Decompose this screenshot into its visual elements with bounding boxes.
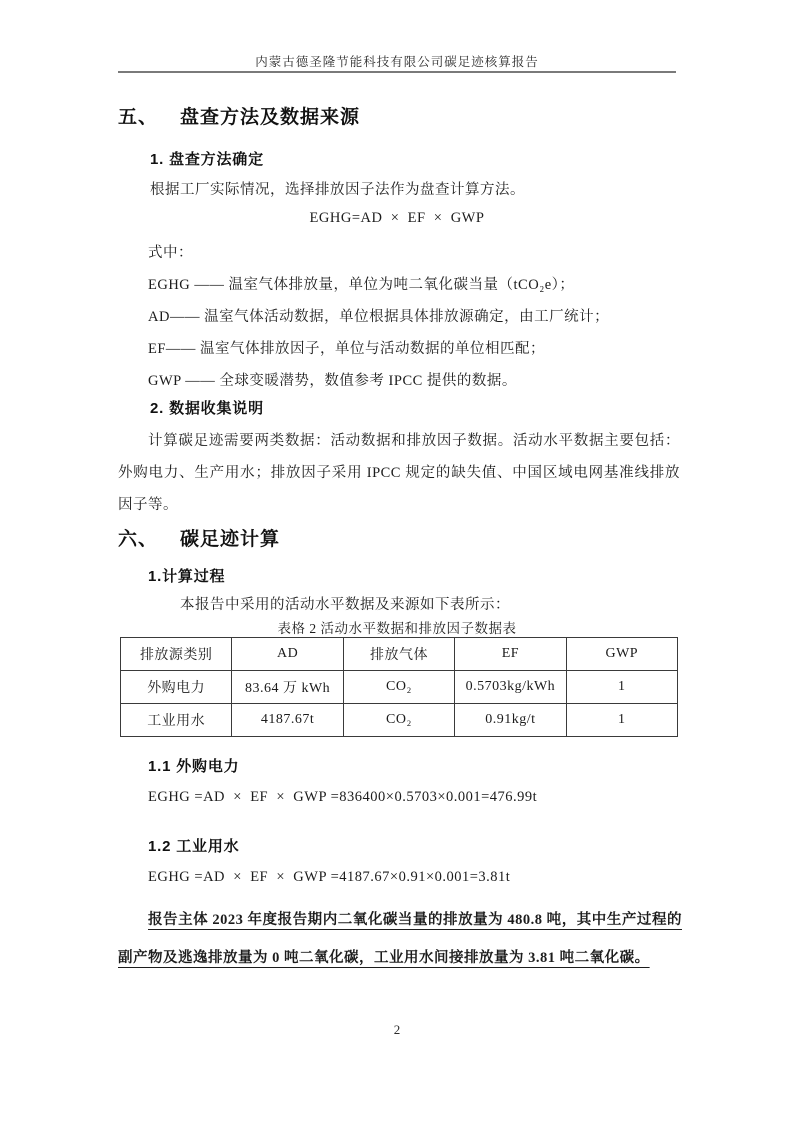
section5-sub1-heading: 1. 盘查方法确定	[150, 151, 264, 168]
formula-where-label: 式中：	[148, 245, 193, 261]
col-header-gwp: GWP	[566, 638, 677, 671]
page-header-title: 内蒙古德圣隆节能科技有限公司碳足迹核算报告	[255, 55, 539, 69]
conclusion-paragraph: 报告主体 2023 年度报告期内二氧化碳当量的排放量为 480.8 吨，其中生产过程的副产物及逃逸排放量为 0 吨二氧化碳，工业用水间接排放量为 3.81 吨二氧化碳。	[118, 912, 682, 966]
table-row	[121, 671, 678, 704]
cell-gwp: 1	[566, 671, 677, 704]
section5-heading	[118, 102, 360, 129]
cell-source: 工业用水	[121, 704, 232, 737]
definition-ad: AD—— 温室气体活动数据，单位根据具体排放源确定，由工厂统计；	[148, 309, 610, 325]
calc-water: EGHG =AD × EF × GWP =4187.67×0.91×0.001=3.81t	[148, 869, 511, 885]
cell-gas: CO₂	[343, 704, 454, 737]
cell-source: 外购电力	[121, 671, 232, 704]
section6-sub11-heading: 1.1 外购电力	[148, 758, 240, 775]
cell-ad: 83.64 万 kWh	[232, 671, 343, 704]
calc-electricity: EGHG =AD × EF × GWP =836400×0.5703×0.001=476.99t	[148, 789, 538, 805]
definition-eghg: EGHG —— 温室气体排放量，单位为吨二氧化碳当量（tCO₂e）；	[148, 277, 575, 293]
section6-sub1-heading: 1.计算过程	[148, 568, 226, 585]
col-header-gas: 排放气体	[343, 638, 454, 671]
table-header-row	[121, 638, 678, 671]
section6-title: 碳足迹计算	[180, 529, 281, 550]
section5-number: 五、	[118, 107, 159, 128]
col-header-source: 排放源类别	[121, 638, 232, 671]
section5-para2: 计算碳足迹需要两类数据：活动数据和排放因子数据。活动水平数据主要包括：外购电力、生产用水；排放因子采用 IPCC 规定的缺失值、中国区域电网基准线排放因子等。	[118, 433, 680, 513]
main-formula: EGHG=AD × EF × GWP	[309, 210, 485, 226]
header-rule	[118, 71, 676, 73]
table-row	[121, 704, 678, 737]
section6-sub12-heading: 1.2 工业用水	[148, 838, 240, 855]
col-header-ad: AD	[232, 638, 343, 671]
definition-ef: EF—— 温室气体排放因子，单位与活动数据的单位相匹配；	[148, 341, 546, 357]
activity-data-table	[120, 637, 678, 737]
cell-ef: 0.5703kg/kWh	[455, 671, 566, 704]
definition-gwp: GWP —— 全球变暖潜势，数值参考 IPCC 提供的数据。	[148, 373, 517, 389]
col-header-ef: EF	[455, 638, 566, 671]
cell-gwp: 1	[566, 704, 677, 737]
cell-ad: 4187.67t	[232, 704, 343, 737]
section6-heading	[118, 524, 280, 551]
page-number: 2	[393, 1022, 401, 1037]
section6-intro: 本报告中采用的活动水平数据及来源如下表所示：	[180, 597, 510, 613]
section5-para1: 根据工厂实际情况，选择排放因子法作为盘查计算方法。	[150, 182, 525, 198]
cell-gas: CO₂	[343, 671, 454, 704]
section5-title: 盘查方法及数据来源	[180, 107, 361, 128]
table-caption: 表格 2 活动水平数据和排放因子数据表	[277, 621, 517, 636]
section5-sub2-heading: 2. 数据收集说明	[150, 400, 264, 417]
section6-number: 六、	[118, 529, 159, 550]
cell-ef: 0.91kg/t	[455, 704, 566, 737]
